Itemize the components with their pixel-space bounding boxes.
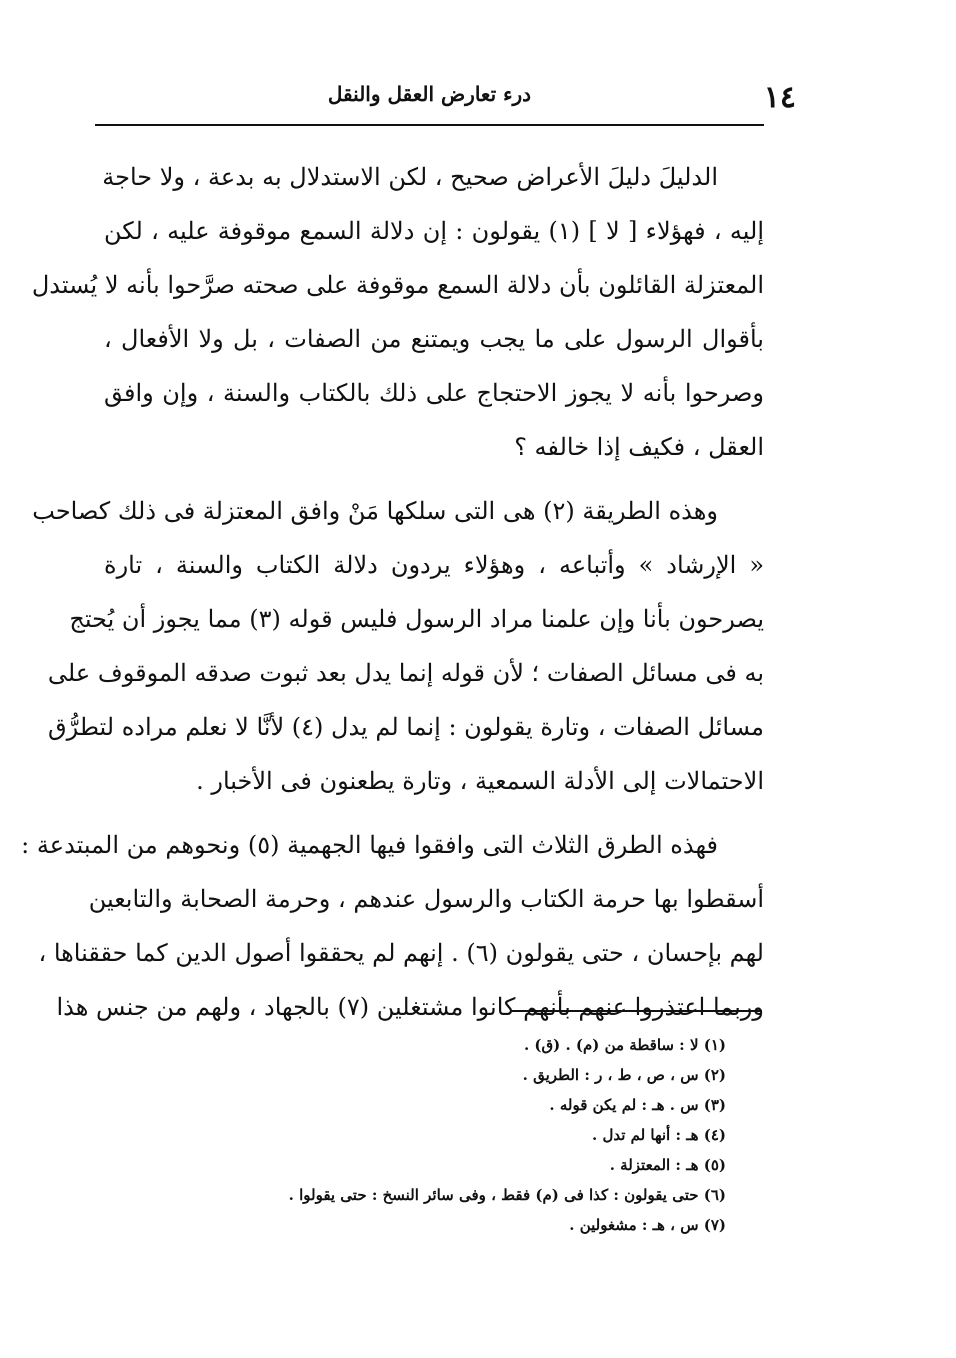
footnotes bbox=[104, 1030, 726, 1240]
text-line: وهذه الطريقة (٢) هى التى سلكها مَنْ وافق المعتزلة فى ذلك كصاحب bbox=[32, 497, 718, 525]
text-line: وربما اعتذروا عنهم بأنهم كانوا مشتغلين (٧) بالجهاد ، ولهم من جنس هذا bbox=[56, 993, 764, 1021]
footnote: (٧) س ، هـ : مشغولين . bbox=[569, 1216, 726, 1234]
footnote: (٦) حتى يقولون : كذا فى (م) فقط ، وفى سائر النسخ : حتى يقولوا . bbox=[288, 1186, 726, 1204]
footnote: (٥) هـ : المعتزلة . bbox=[609, 1156, 726, 1174]
text-line: العقل ، فكيف إذا خالفه ؟ bbox=[514, 433, 764, 461]
text-line: « الإرشاد » وأتباعه ، وهؤلاء يردون دلالة الكتاب والسنة ، تارة bbox=[104, 551, 764, 579]
running-title: درء تعارض العقل والنقل bbox=[327, 82, 532, 106]
text-line: بأقوال الرسول على ما يجب ويمتنع من الصفات ، بل ولا الأفعال ، bbox=[104, 325, 764, 353]
footnote: (١) لا : ساقطة من (م) . (ق) . bbox=[523, 1036, 726, 1054]
text-line: لهم بإحسان ، حتى يقولون (٦) . إنهم لم يحققوا أصول الدين كما حققناها ، bbox=[38, 939, 764, 967]
text-line: مسائل الصفات ، وتارة يقولون : إنما لم يدل (٤) لأنَّا لا نعلم مراده لتطرُّق bbox=[47, 713, 764, 741]
text-line: وصرحوا بأنه لا يجوز الاحتجاج على ذلك بالكتاب والسنة ، وإن وافق bbox=[104, 379, 764, 407]
text-line: الدليلَ دليلَ الأعراض صحيح ، لكن الاستدلال به بدعة ، ولا حاجة bbox=[102, 163, 718, 191]
text-line: فهذه الطرق الثلاث التى وافقوا فيها الجهمية (٥) ونحوهم من المبتدعة : bbox=[21, 831, 718, 859]
main-text bbox=[21, 150, 764, 1034]
footnote: (٤) هـ : أنها لم تدل . bbox=[592, 1126, 726, 1144]
text-line: يصرحون بأنا وإن علمنا مراد الرسول فليس قوله (٣) مما يجوز أن يُحتج bbox=[69, 605, 764, 633]
page-header bbox=[95, 78, 796, 126]
text-line: به فى مسائل الصفات ؛ لأن قوله إنما يدل بعد ثبوت صدقه الموقوف على bbox=[47, 659, 764, 687]
text-line: إليه ، فهؤلاء [ لا ] (١) يقولون : إن دلالة السمع موقوفة عليه ، لكن bbox=[104, 217, 764, 245]
page-number: ١٤ bbox=[763, 80, 796, 115]
footnote-separator bbox=[512, 1010, 762, 1012]
text-line: الاحتمالات إلى الأدلة السمعية ، وتارة يطعنون فى الأخبار . bbox=[196, 767, 764, 795]
text-line: المعتزلة القائلون بأن دلالة السمع موقوفة على صحته صرَّحوا بأنه لا يُستدل bbox=[31, 271, 764, 299]
footnote: (٣) س . هـ : لم يكن قوله . bbox=[549, 1096, 726, 1114]
footnote: (٢) س ، ص ، ط ، ر : الطريق . bbox=[522, 1066, 726, 1084]
text-line: أسقطوا بها حرمة الكتاب والرسول عندهم ، وحرمة الصحابة والتابعين bbox=[88, 885, 764, 913]
